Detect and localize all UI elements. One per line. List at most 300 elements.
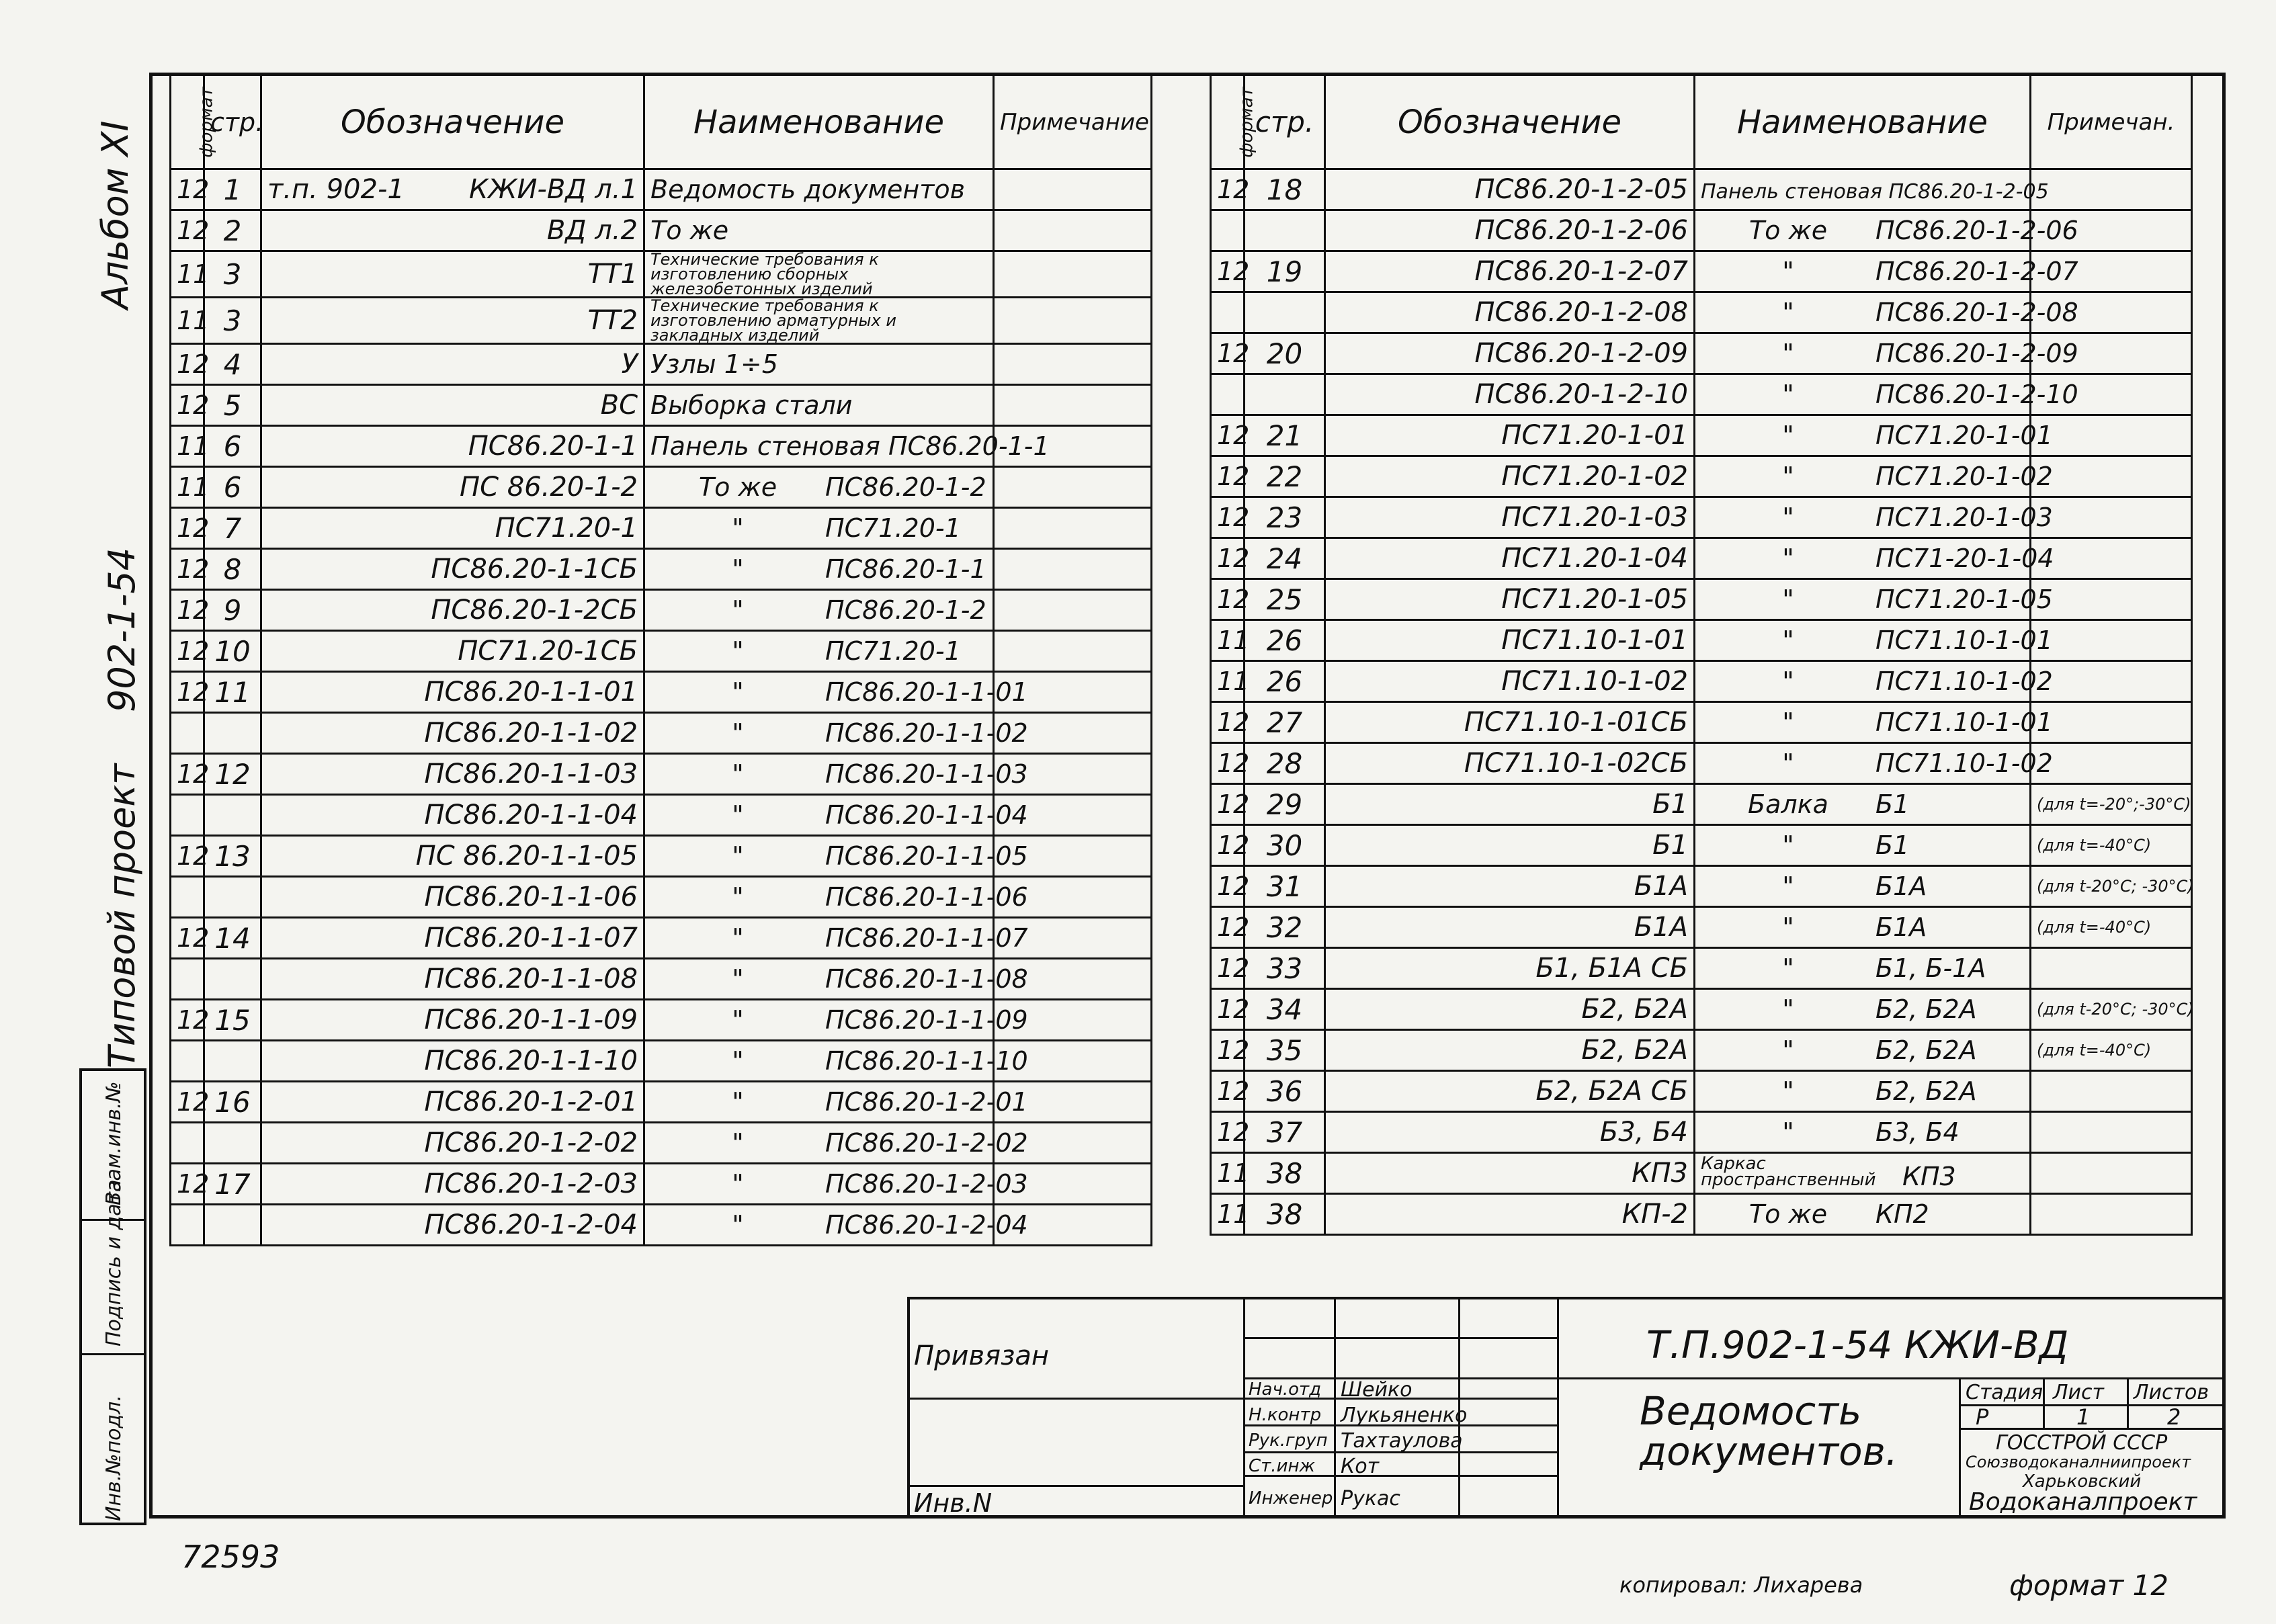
page-cell [1245, 292, 1325, 333]
designation-value: ВД л.2 [546, 215, 638, 246]
table-row [171, 549, 1152, 590]
name-reference: Б1, Б-1А [1875, 953, 1986, 983]
note-cell [2031, 702, 2192, 743]
format-cell: 12 [1211, 1030, 1245, 1071]
note-cell [2031, 948, 2192, 989]
name-cell [644, 251, 994, 298]
table-row [1211, 989, 2192, 1030]
name-value: Каркас пространственный [1701, 1153, 1876, 1190]
designation-value: ПС71.20-1 [495, 513, 638, 544]
format-cell: 11 [171, 426, 204, 467]
format-cell: 12 [171, 549, 204, 590]
table-header [171, 75, 1152, 169]
page-cell: 10 [204, 631, 261, 672]
name-reference: ПС71.20-1-02 [1875, 462, 2053, 491]
name-cell [644, 1205, 1028, 1246]
name-value: " [1782, 1035, 1794, 1065]
name-reference: Б1А [1875, 871, 1927, 901]
page-cell: 6 [204, 426, 261, 467]
name-cell [1695, 1153, 2031, 1194]
format-cell: 11 [1211, 1153, 1245, 1194]
format-cell [171, 713, 204, 754]
page-cell: 8 [204, 549, 261, 590]
page-cell: 16 [204, 1082, 261, 1123]
project-label: Типовой проект [101, 763, 143, 1068]
note-cell: (для t=-40°С) [2031, 825, 2192, 866]
name-value: " [1782, 1117, 1794, 1147]
page-cell: 38 [1245, 1194, 1325, 1235]
name-value: Технические требования к изготовлению арматурных и закладных изделий [650, 296, 896, 345]
name-header: Наименование [1695, 75, 2031, 169]
name-cell [1695, 1112, 2031, 1153]
table-row [1211, 538, 2192, 579]
name-value: Балка [1748, 789, 1828, 819]
page-cell: 17 [204, 1164, 261, 1205]
note-cell [2031, 415, 2192, 456]
vzam-inv-label: Взам.инв.№ [102, 1081, 126, 1205]
name-value: " [732, 1210, 744, 1240]
name-cell [644, 918, 1028, 959]
designation-prefix: т.п. 902-1 [267, 174, 405, 205]
format-cell [171, 795, 204, 836]
designation-cell [261, 1041, 644, 1082]
name-cell [1695, 251, 2078, 292]
org-line-1: ГОССТРОЙ СССР [1996, 1431, 2168, 1455]
name-value: " [1782, 462, 1794, 491]
name-reference: ПС86.20-1-1 [825, 554, 986, 584]
page-cell: 22 [1245, 456, 1325, 497]
note-cell [2031, 661, 2192, 702]
designation-value: ПС86.20-1-1-04 [424, 800, 638, 830]
table-row [171, 795, 1152, 836]
designation-value: ПС86.20-1-1-10 [424, 1045, 638, 1076]
table-row [1211, 251, 2192, 292]
name-value: " [732, 1046, 744, 1076]
name-value: " [732, 677, 744, 707]
name-reference: КП3 [1902, 1161, 1956, 1191]
table-row [171, 1164, 1152, 1205]
designation-cell: Б1, Б1А СБ [1325, 948, 1695, 989]
org-line-2: Союзводоканалниипроект [1966, 1453, 2191, 1471]
table-row [171, 298, 1152, 344]
table-row [1211, 1071, 2192, 1112]
designation-cell [261, 426, 644, 467]
note-header: Примечан. [2031, 75, 2192, 169]
inv-orig-label: Инв.№подл. [102, 1395, 126, 1521]
page-cell [204, 713, 261, 754]
name-value: " [732, 1005, 744, 1035]
page-cell: 3 [204, 298, 261, 344]
name-cell [1695, 456, 2053, 497]
designation-cell: ПС71.20-1-05 [1325, 579, 1695, 620]
note-cell [2031, 1153, 2192, 1194]
page-cell: 35 [1245, 1030, 1325, 1071]
table-row [171, 631, 1152, 672]
name-reference: ПС86.20-1-1-05 [825, 841, 1028, 871]
page-cell: 27 [1245, 702, 1325, 743]
page-cell: 11 [204, 672, 261, 713]
name-value: " [1782, 339, 1794, 368]
name-reference: Б1 [1875, 789, 1910, 819]
designation-cell: Б1 [1325, 784, 1695, 825]
page-header: стр. [204, 75, 261, 169]
format-cell [1211, 374, 1245, 415]
designation-cell: Б2, Б2А СБ [1325, 1071, 1695, 1112]
page-cell: 3 [204, 251, 261, 298]
sign-date-label: Подпись и дата [102, 1179, 126, 1347]
page-cell: 23 [1245, 497, 1325, 538]
role-label: Ст.инж [1249, 1456, 1315, 1476]
name-reference: Б1А [1875, 912, 1927, 942]
page-cell: 38 [1245, 1153, 1325, 1194]
name-reference: ПС86.20-1-2 [825, 595, 986, 625]
name-cell [1695, 1030, 2031, 1071]
name-value: " [1782, 953, 1794, 983]
name-cell [1695, 1194, 2031, 1235]
note-header: Примечание [994, 75, 1152, 169]
name-reference: ПС86.20-1-1-08 [825, 964, 1028, 994]
name-cell [1695, 989, 2031, 1030]
table-row [171, 1205, 1152, 1246]
designation-cell [261, 877, 644, 918]
designation-cell [261, 795, 644, 836]
note-cell [2031, 169, 2192, 210]
name-reference: ПС86.20-1-1-03 [825, 759, 1028, 789]
page-cell: 26 [1245, 620, 1325, 661]
name-cell [644, 754, 1028, 795]
name-value: " [1782, 585, 1794, 614]
designation-value: ПС86.20-1-2-02 [424, 1127, 638, 1158]
signer-name: Лукьяненко [1341, 1404, 1468, 1427]
format-cell: 11 [171, 298, 204, 344]
note-cell [994, 549, 1152, 590]
designation-value: ПС 86.20-1-2 [460, 472, 638, 503]
table-row [171, 918, 1152, 959]
note-cell [994, 590, 1152, 631]
page-cell [204, 1041, 261, 1082]
designation-cell [261, 1123, 644, 1164]
name-cell [644, 426, 1050, 467]
table-row [1211, 333, 2192, 374]
designation-cell: ПС86.20-1-2-08 [1325, 292, 1695, 333]
copied-by: копировал: Лихарева [1619, 1572, 1863, 1598]
designation-cell: ПС86.20-1-2-10 [1325, 374, 1695, 415]
name-value: То же [1748, 216, 1828, 245]
name-reference: Б1 [1875, 830, 1910, 860]
page-cell: 21 [1245, 415, 1325, 456]
table-row [171, 590, 1152, 631]
name-cell [1695, 374, 2078, 415]
side-stamp-column [79, 1068, 146, 1525]
format-cell [171, 877, 204, 918]
format-cell: 12 [1211, 702, 1245, 743]
designation-cell: ПС86.20-1-2-05 [1325, 169, 1695, 210]
designation-cell [261, 918, 644, 959]
name-cell [1695, 743, 2053, 784]
name-value: " [732, 554, 744, 584]
page-cell: 33 [1245, 948, 1325, 989]
name-reference: КП2 [1875, 1199, 1929, 1229]
table-row [171, 210, 1152, 251]
name-value: " [1782, 871, 1794, 901]
name-cell [1695, 292, 2078, 333]
page-cell [204, 795, 261, 836]
designation-cell [261, 467, 644, 508]
note-cell [994, 344, 1152, 385]
table-row [1211, 866, 2192, 907]
name-value: Панель стеновая ПС86.20-1-1 [650, 431, 1050, 461]
name-value: " [732, 964, 744, 994]
name-reference: ПС86.20-1-1-02 [825, 718, 1028, 748]
format-cell: 12 [1211, 415, 1245, 456]
name-reference: ПС86.20-1-1-07 [825, 923, 1028, 953]
designation-cell: ПС71.10-1-01СБ [1325, 702, 1695, 743]
format-cell: 11 [1211, 1194, 1245, 1235]
name-reference: Б3, Б4 [1875, 1117, 1959, 1147]
name-cell [1695, 661, 2053, 702]
name-reference: ПС86.20-1-1-01 [825, 677, 1028, 707]
name-value: " [732, 1087, 744, 1117]
table-row [171, 1082, 1152, 1123]
page-cell: 26 [1245, 661, 1325, 702]
format-cell [171, 1123, 204, 1164]
note-cell: (для t-20°С; -30°С) [2031, 989, 2192, 1030]
table-row [1211, 825, 2192, 866]
format-cell: 12 [1211, 948, 1245, 989]
name-cell [644, 959, 1028, 1000]
name-cell [1695, 333, 2078, 374]
format-cell: 12 [1211, 989, 1245, 1030]
page-cell [1245, 210, 1325, 251]
format-cell: 12 [171, 385, 204, 426]
page-cell: 34 [1245, 989, 1325, 1030]
designation-value: ВС [600, 390, 638, 421]
role-label: Н.контр [1249, 1405, 1322, 1425]
table-row [171, 169, 1152, 210]
sheet-format: формат 12 [2009, 1569, 2168, 1602]
page-cell: 20 [1245, 333, 1325, 374]
table-row [171, 713, 1152, 754]
page-cell: 6 [204, 467, 261, 508]
page-cell: 19 [1245, 251, 1325, 292]
name-value: " [732, 595, 744, 625]
table-row [1211, 210, 2192, 251]
designation-cell: ПС86.20-1-2-09 [1325, 333, 1695, 374]
note-cell: (для t=-40°С) [2031, 1030, 2192, 1071]
name-cell [644, 631, 994, 672]
name-cell [644, 549, 994, 590]
designation-cell: ПС71.10-1-01 [1325, 620, 1695, 661]
name-value: " [1782, 912, 1794, 942]
designation-cell [261, 836, 644, 877]
name-reference: ПС86.20-1-2-04 [825, 1210, 1028, 1240]
name-value: " [1782, 544, 1794, 573]
name-cell [644, 344, 994, 385]
name-cell [1695, 1071, 2031, 1112]
designation-cell [261, 1082, 644, 1123]
format-cell: 12 [1211, 538, 1245, 579]
designation-cell [261, 549, 644, 590]
note-cell [994, 169, 1152, 210]
name-value: " [1782, 830, 1794, 860]
format-cell [1211, 292, 1245, 333]
designation-cell [261, 251, 644, 298]
table-row [1211, 292, 2192, 333]
format-cell: 12 [1211, 251, 1245, 292]
designation-cell [261, 344, 644, 385]
sheets-value: 2 [2167, 1404, 2181, 1430]
format-header: формат [1211, 75, 1245, 169]
name-cell [644, 877, 1028, 918]
name-value: " [732, 800, 744, 830]
designation-cell: Б2, Б2А [1325, 1030, 1695, 1071]
table-row [1211, 1153, 2192, 1194]
page-cell: 14 [204, 918, 261, 959]
table-row [1211, 948, 2192, 989]
table-row [171, 251, 1152, 298]
documents-table-right [1210, 74, 2193, 1236]
name-value: То же [650, 216, 729, 245]
table-row [1211, 907, 2192, 948]
designation-cell: ПС71.20-1-03 [1325, 497, 1695, 538]
format-cell [1211, 210, 1245, 251]
format-cell [171, 1205, 204, 1246]
page-cell: 36 [1245, 1071, 1325, 1112]
page-cell: 4 [204, 344, 261, 385]
designation-cell: ПС86.20-1-2-06 [1325, 210, 1695, 251]
name-cell [644, 1000, 1028, 1041]
note-cell [2031, 743, 2192, 784]
format-cell: 12 [171, 1000, 204, 1041]
note-cell: (для t-20°С; -30°С) [2031, 866, 2192, 907]
format-cell [171, 959, 204, 1000]
designation-cell [261, 1164, 644, 1205]
format-cell: 12 [171, 1082, 204, 1123]
page-cell [1245, 374, 1325, 415]
designation-cell: Б1А [1325, 866, 1695, 907]
name-value: " [1782, 708, 1794, 737]
note-cell [994, 467, 1152, 508]
format-cell: 12 [171, 754, 204, 795]
name-reference: Б2, Б2А [1875, 1076, 1977, 1106]
name-value: " [1782, 421, 1794, 450]
stamp-number: 72593 [181, 1539, 280, 1575]
page-cell: 29 [1245, 784, 1325, 825]
name-cell [644, 590, 994, 631]
project-number: 902-1-54 [101, 547, 143, 712]
designation-cell [261, 959, 644, 1000]
stage-value: Р [1976, 1404, 1989, 1430]
role-label: Нач.отд [1249, 1379, 1322, 1400]
table-row [171, 836, 1152, 877]
stage-header: Стадия [1966, 1381, 2043, 1404]
name-value: Панель стеновая ПС86.20-1-2-05 [1701, 180, 2049, 204]
name-reference: ПС86.20-1-2-06 [1875, 216, 2078, 245]
format-cell: 12 [1211, 825, 1245, 866]
page-cell: 37 [1245, 1112, 1325, 1153]
name-reference: ПС86.20-1-2-01 [825, 1087, 1028, 1117]
name-value: " [732, 513, 744, 543]
page-cell: 13 [204, 836, 261, 877]
name-cell [1695, 784, 2031, 825]
signer-name: Тахтаулова [1341, 1429, 1463, 1453]
page-cell [204, 877, 261, 918]
name-reference: ПС71.20-1-05 [1875, 585, 2053, 614]
name-value: " [732, 718, 744, 748]
name-reference: ПС71-20-1-04 [1875, 544, 2054, 573]
designation-value: ПС86.20-1-1-02 [424, 718, 638, 749]
name-cell [1695, 538, 2054, 579]
table-row [1211, 620, 2192, 661]
designation-value: У [621, 349, 638, 380]
name-reference: ПС86.20-1-1-04 [825, 800, 1028, 830]
designation-cell: Б3, Б4 [1325, 1112, 1695, 1153]
designation-cell [261, 754, 644, 795]
designation-cell [261, 590, 644, 631]
page-cell [204, 1205, 261, 1246]
name-cell [644, 385, 994, 426]
name-value: То же [698, 472, 777, 502]
name-reference: ПС86.20-1-1-06 [825, 882, 1028, 912]
designation-cell: ПС86.20-1-2-07 [1325, 251, 1695, 292]
page-cell: 25 [1245, 579, 1325, 620]
format-header: формат [171, 75, 204, 169]
format-cell: 12 [1211, 497, 1245, 538]
designation-cell: ПС71.10-1-02 [1325, 661, 1695, 702]
name-reference: ПС86.20-1-1-10 [825, 1046, 1028, 1076]
name-cell [644, 795, 1028, 836]
format-cell: 12 [171, 672, 204, 713]
format-cell: 11 [171, 251, 204, 298]
format-cell: 12 [171, 590, 204, 631]
name-cell [644, 1041, 1028, 1082]
name-cell [644, 672, 1028, 713]
name-value: " [1782, 257, 1794, 286]
format-cell: 12 [171, 169, 204, 210]
table-row [171, 959, 1152, 1000]
designation-cell: ПС71.20-1-04 [1325, 538, 1695, 579]
designation-cell: КП-2 [1325, 1194, 1695, 1235]
name-reference: ПС86.20-1-2-03 [825, 1169, 1028, 1199]
format-cell: 12 [171, 210, 204, 251]
designation-value: ПС86.20-1-1 [468, 431, 638, 462]
note-cell [2031, 456, 2192, 497]
role-label: Рук.груп [1249, 1430, 1328, 1451]
page-cell: 12 [204, 754, 261, 795]
page-header: стр. [1245, 75, 1325, 169]
table-row [1211, 169, 2192, 210]
page-cell: 32 [1245, 907, 1325, 948]
designation-cell: Б1 [1325, 825, 1695, 866]
designation-value: ПС86.20-1-1-07 [424, 923, 638, 953]
table-row [171, 1041, 1152, 1082]
name-reference: ПС71.20-1-01 [1875, 421, 2053, 450]
note-cell [2031, 1071, 2192, 1112]
signer-name: Рукас [1341, 1487, 1400, 1510]
note-cell [994, 210, 1152, 251]
name-reference: ПС71.20-1-03 [1875, 503, 2053, 532]
name-value: " [732, 923, 744, 953]
designation-value: ПС86.20-1-2-04 [424, 1209, 638, 1240]
designation-cell: ПС71.20-1-02 [1325, 456, 1695, 497]
name-reference: ПС71.10-1-01 [1875, 626, 2053, 655]
sheet-value: 1 [2076, 1404, 2091, 1430]
name-reference: Б2, Б2А [1875, 994, 1977, 1024]
format-cell: 12 [1211, 579, 1245, 620]
name-cell [644, 210, 994, 251]
designation-value: ПС86.20-1-1-08 [424, 964, 638, 994]
note-cell [994, 251, 1152, 298]
